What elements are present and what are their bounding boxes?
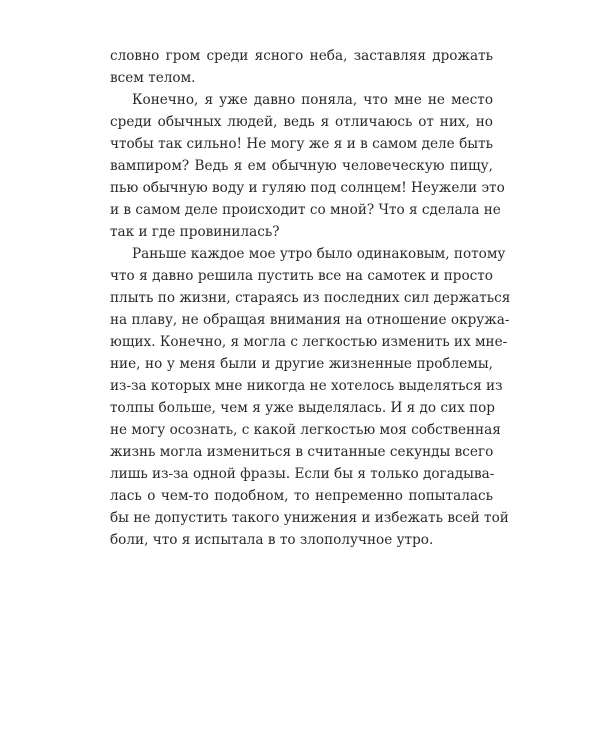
body-text [110,45,511,551]
text-line: лишь из-за одной фразы. Если бы я только догадыва- [110,466,495,482]
text-line: бы не допустить такого унижения и избежать всей той [110,510,509,526]
text-line: всем телом. [110,70,196,86]
paragraph-first-line: Конечно, я уже давно поняла, что мне не место [132,92,493,108]
text-line: словно гром среди ясного неба, заставляя дрожать [110,48,493,64]
text-line: плыть по жизни, стараясь из последних сил держаться [110,290,511,306]
text-line: толпы больше, чем я уже выделялась. И я до сих пор [110,400,496,416]
text-line: вампиром? Ведь я ем обычную человеческую пищу, [110,158,493,174]
text-line: чтобы так сильно! Не могу же я и в самом деле быть [110,136,493,152]
text-line: что я давно решила пустить все на самотек и просто [110,268,493,284]
text-line: так и где провинилась? [110,224,280,240]
text-line: и в самом деле происходит со мной? Что я сделала не [110,202,501,218]
text-line: лась о чем-то подобном, то непременно попыталась [110,488,493,504]
text-line: ние, но у меня были и другие жизненные проблемы, [110,356,493,372]
text-line: жизнь могла измениться в считанные секунды всего [110,444,494,460]
text-line: из-за которых мне никогда не хотелось выделяться из [110,378,503,394]
paragraph-first-line: Раньше каждое мое утро было одинаковым, потому [132,246,506,262]
text-line: ющих. Конечно, я могла с легкостью изменить их мне- [110,334,508,350]
text-line: не могу осознать, с какой легкостью моя собственная [110,422,501,438]
text-line: среди обычных людей, ведь я отличаюсь от них, но [110,114,493,130]
text-line: пью обычную воду и гуляю под солнцем! Неужели это [110,180,505,196]
text-line: на плаву, не обращая внимания на отношение окружа- [110,312,510,328]
text-line: боли, что я испытала в то злополучное утро. [110,532,434,548]
